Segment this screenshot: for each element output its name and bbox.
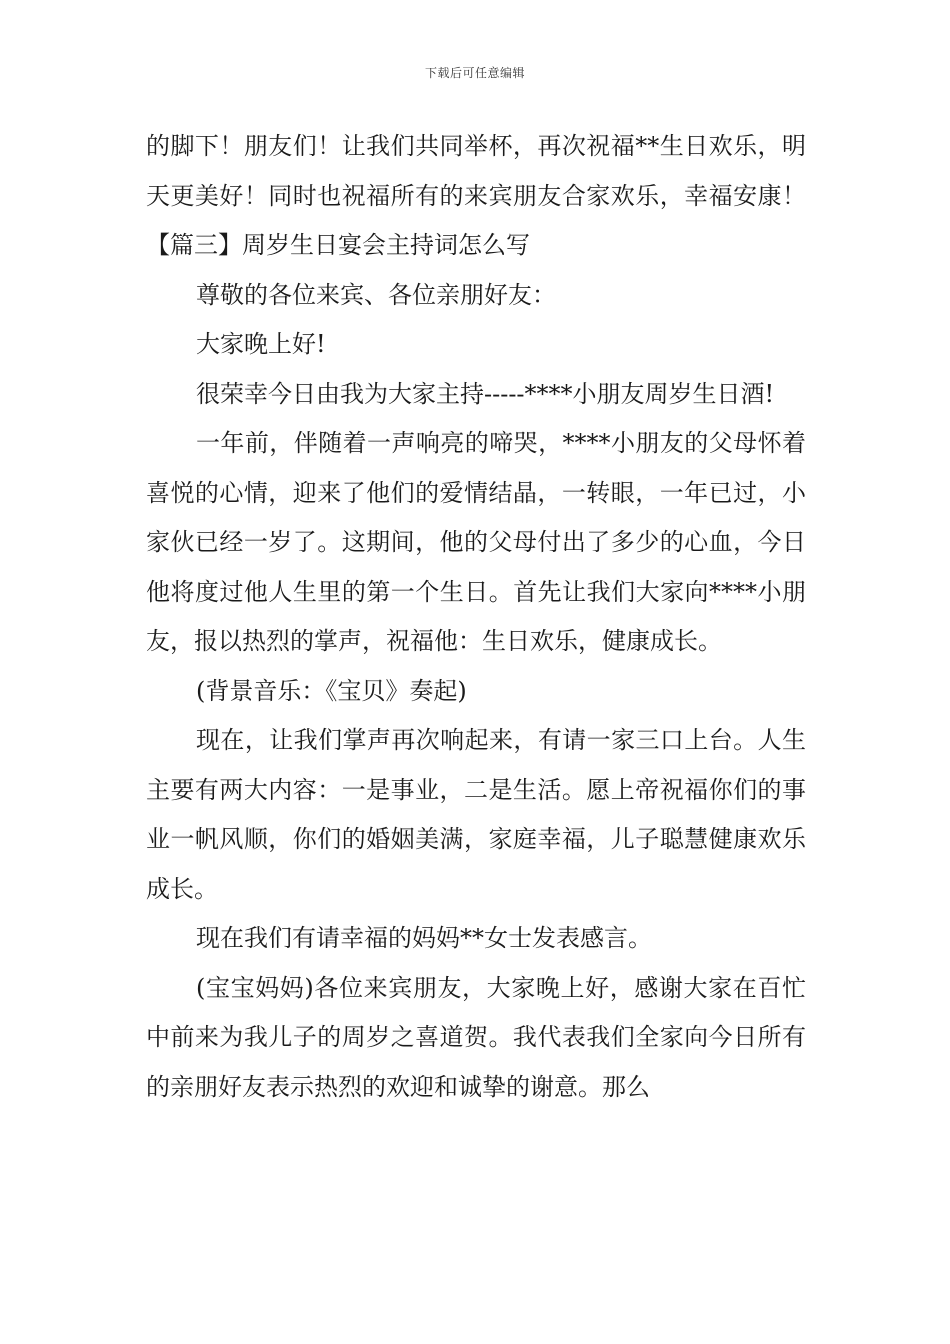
paragraph-invite-mother: 现在我们有请幸福的妈妈**女士发表感言。 [196, 924, 652, 952]
paragraph-good-evening: 大家晚上好! [196, 330, 326, 358]
paragraph-mother-speech: (宝宝妈妈)各位来宾朋友，大家晚上好，感谢大家在百忙中前来为我儿子的周岁之喜道贺。我代表我们全家向今日所有的亲朋好友表示热烈的欢迎和诚挚的谢意。那么 [146, 973, 806, 1101]
header-note: 下载后可任意编辑 [424, 66, 525, 80]
paragraph-host-intro: 很荣幸今日由我为大家主持-----****小朋友周岁生日酒! [196, 379, 775, 408]
paragraph-greeting-guests: 尊敬的各位来宾、各位亲朋好友： [196, 280, 556, 309]
paragraph-family-on-stage: 现在，让我们掌声再次响起来，有请一家三口上台。人生主要有两大内容：一是事业，二是生活。愿上帝祝福你们的事业一帆风顺，你们的婚姻美满，家庭幸福，儿子聪慧健康欢乐成长。 [146, 726, 806, 903]
paragraph-one-year-ago: 一年前，伴随着一声响亮的啼哭，****小朋友的父母怀着喜悦的心情，迎来了他们的爱情结晶，一转眼，一年已过，小家伙已经一岁了。这期间，他的父母付出了多少的心血，今日他将度过他人生里的第一个生日。首先让我们大家向****小朋友，报以热烈的掌声，祝福他：生日欢乐，健康成长。 [146, 429, 806, 655]
paragraph-closing-toast: 的脚下！朋友们！让我们共同举杯，再次祝福**生日欢乐，明天更美好！同时也祝福所有的来宾朋友合家欢乐，幸福安康！【篇三】周岁生日宴会主持词怎么写 [146, 132, 806, 259]
document-body [146, 122, 806, 1112]
paragraph-background-music: (背景音乐：《宝贝》奏起) [196, 676, 467, 705]
